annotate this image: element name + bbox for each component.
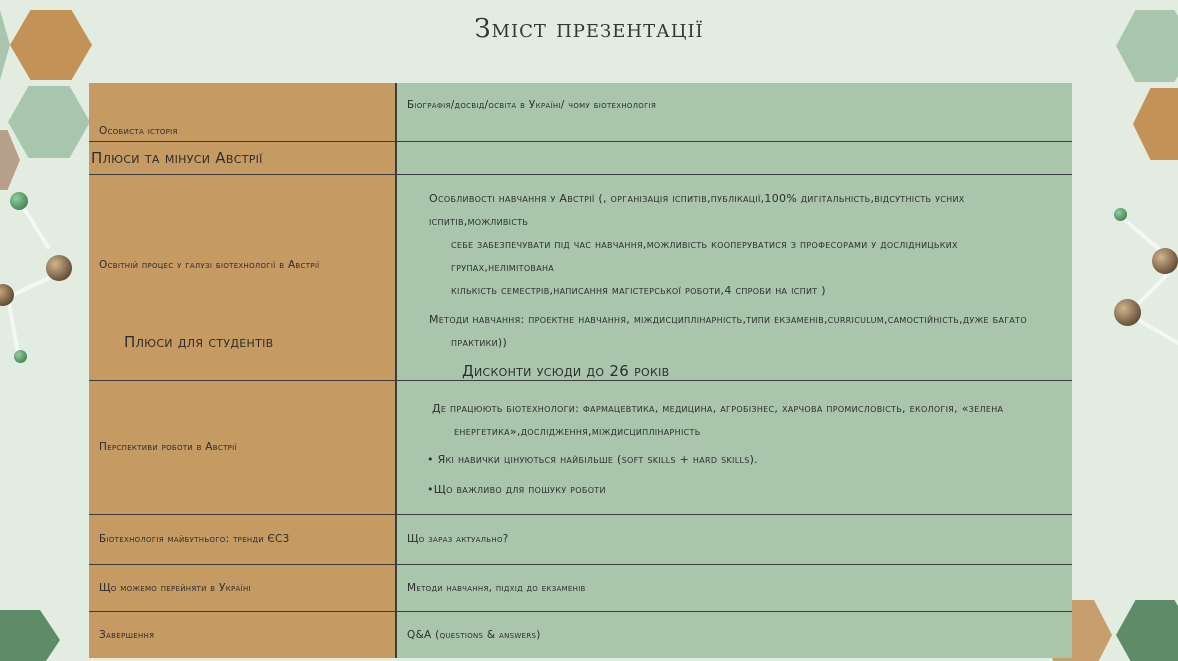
details-line: Методи навчання: проектне навчання, міждисциплінарність,типи екзаменів,curriculum,самостійність,дуже багато	[429, 312, 1027, 326]
row-topic	[89, 611, 396, 658]
row-topic	[89, 83, 396, 141]
hexagon-decoration	[0, 130, 20, 190]
details-line: практики))	[451, 335, 508, 349]
molecule-node	[46, 255, 72, 281]
molecule-node	[1114, 208, 1127, 221]
details-paragraph	[432, 397, 1062, 443]
molecule-node	[1152, 248, 1178, 274]
row-topic	[89, 514, 396, 564]
row-topic	[89, 564, 396, 611]
table-row	[89, 611, 1072, 658]
molecule-bond	[6, 297, 20, 357]
details-line: Де працюють біотехнологи: фармацевтика, медицина, агробізнес, харчова промисловість, екологія, «зелена	[432, 401, 1004, 415]
details-text: Методи навчання, підхід до екзаменів	[407, 581, 586, 594]
topic-label: Особиста історія	[99, 124, 178, 137]
table-row	[89, 380, 1072, 514]
table-row	[89, 174, 1072, 380]
details-text: Q&A (questions & answers)	[407, 628, 541, 641]
topic-label: Освітній процес у галузі біотехнології в Австрії	[99, 258, 320, 271]
molecule-node	[1114, 299, 1141, 326]
row-details	[396, 611, 1072, 658]
details-text: Біографія/досвід/освіта в Україні/ чому біотехнологія	[407, 99, 657, 111]
details-line: Особливості навчання у Австрії (, організація іспитів,публікації,100% дигітальність,відсутність усних іспитів,можливість	[429, 191, 965, 228]
bullet-item: •Що важливо для пошуку роботи	[427, 482, 606, 496]
table-row	[89, 83, 1072, 141]
discount-note: Дисконти усюди до 26 років	[462, 361, 670, 380]
row-details	[396, 141, 1072, 174]
molecule-node	[0, 284, 14, 306]
table-row	[89, 514, 1072, 564]
agenda-table	[89, 83, 1072, 658]
row-details	[396, 174, 1072, 380]
details-line: енергетика»,дослідження,міждисциплінарність	[454, 424, 701, 438]
row-details	[396, 380, 1072, 514]
details-paragraph	[429, 187, 1062, 302]
row-details	[396, 83, 1072, 141]
table-row	[89, 141, 1072, 174]
slide-title: Зміст презентації	[474, 14, 704, 44]
hexagon-decoration	[1133, 88, 1178, 160]
details-paragraph	[429, 308, 1062, 354]
topic-label: Що можемо перейняти в Україні	[99, 581, 251, 594]
row-topic	[89, 141, 396, 174]
details-text: Що зараз актуально?	[407, 533, 509, 545]
topic-label: Перспективи роботи в Австрії	[99, 441, 237, 453]
row-topic	[89, 174, 396, 380]
details-line: себе забезпечувати під час навчання,можливість кооперуватися з професорами у дослідницьких групах,нелімітована	[451, 237, 958, 274]
table-row	[89, 564, 1072, 611]
topic-label: Біотехнологія майбутнього: тренди ЄС3	[99, 533, 290, 545]
hexagon-decoration	[8, 86, 90, 158]
hexagon-decoration	[1116, 600, 1178, 661]
hexagon-decoration	[0, 610, 60, 661]
row-details	[396, 514, 1072, 564]
molecule-node	[10, 192, 28, 210]
row-topic	[89, 380, 396, 514]
bullet-item: • Які навички цінуються найбільше (soft skills + hard skills).	[427, 452, 758, 466]
row-details	[396, 564, 1072, 611]
subtopic-label: Плюси для студентів	[124, 332, 274, 351]
topic-label: Плюси та мінуси Австрії	[91, 148, 263, 167]
details-line: кількість семестрів,написання магістерської роботи,4 спроби на іспит )	[451, 283, 826, 297]
molecule-node	[14, 350, 27, 363]
topic-label: Завершення	[99, 628, 155, 641]
